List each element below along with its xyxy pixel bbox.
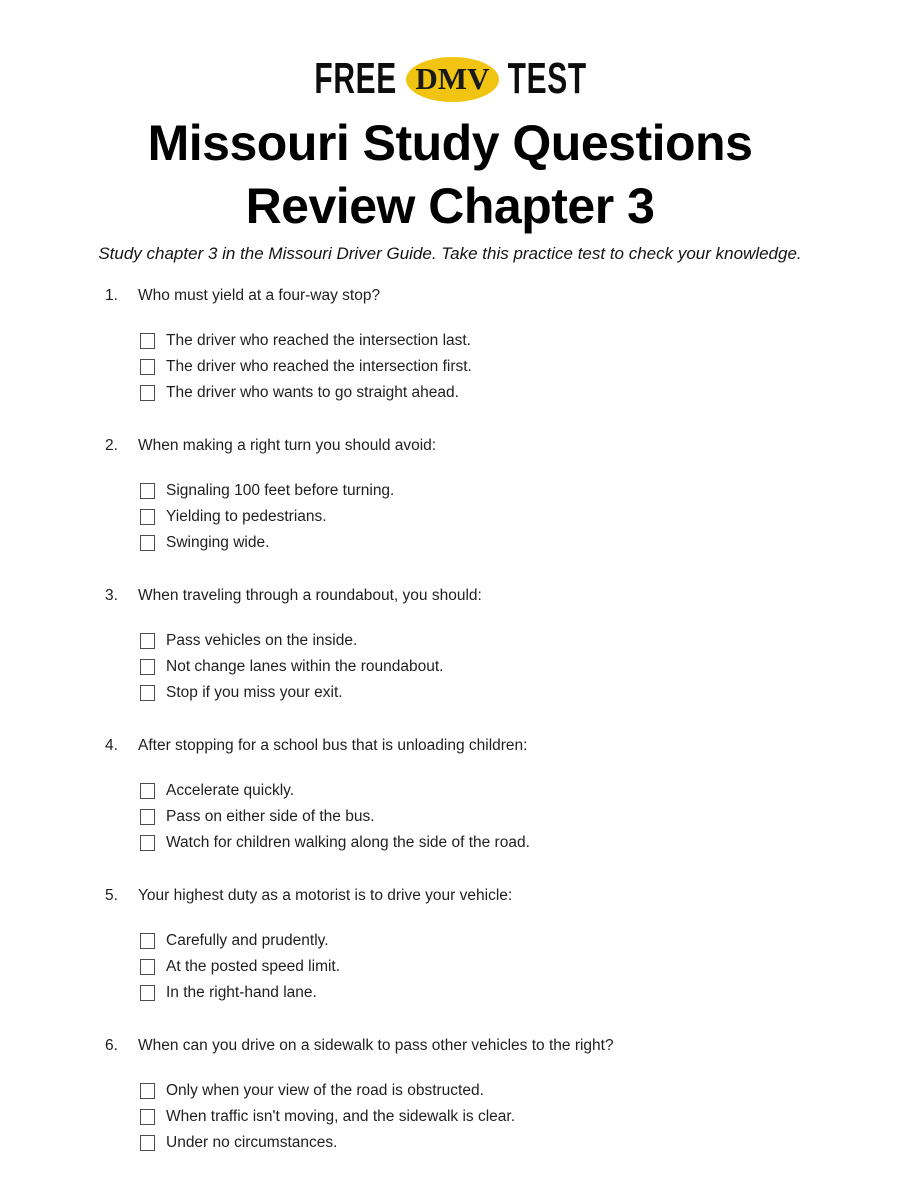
answer-label: Only when your view of the road is obstructed. xyxy=(166,1082,484,1099)
answer-label: Accelerate quickly. xyxy=(166,782,295,799)
answer-option[interactable] xyxy=(140,504,840,530)
answer-option[interactable] xyxy=(140,1078,840,1104)
answer-option[interactable] xyxy=(140,830,840,856)
answer-checkbox[interactable] xyxy=(140,535,155,551)
question-number: 3. xyxy=(105,587,118,604)
questions-list xyxy=(0,285,900,1156)
answer-checkbox[interactable] xyxy=(140,385,155,401)
question-row xyxy=(105,735,840,756)
answer-option[interactable] xyxy=(140,928,840,954)
answer-checkbox[interactable] xyxy=(140,685,155,701)
answer-option[interactable] xyxy=(140,778,840,804)
question-number: 4. xyxy=(105,737,118,754)
answer-checkbox[interactable] xyxy=(140,783,155,799)
options-group xyxy=(140,928,840,1006)
answer-label: Watch for children walking along the side of the road. xyxy=(166,834,530,851)
subtitle: Study chapter 3 in the Missouri Driver Guide. Take this practice test to check your knowledge. xyxy=(98,244,802,263)
answer-checkbox[interactable] xyxy=(140,835,155,851)
question-text: When making a right turn you should avoid: xyxy=(138,437,437,454)
answer-label: Pass on either side of the bus. xyxy=(166,808,375,825)
answer-label: At the posted speed limit. xyxy=(166,958,341,975)
free-dmv-test-logo xyxy=(0,50,900,108)
question-row xyxy=(105,585,840,606)
answer-checkbox[interactable] xyxy=(140,483,155,499)
question-block xyxy=(105,885,840,1006)
answer-option[interactable] xyxy=(140,478,840,504)
question-row xyxy=(105,435,840,456)
answer-label: The driver who reached the intersection last. xyxy=(166,332,471,349)
logo-word-dmv: DMV xyxy=(415,60,490,96)
question-text: Your highest duty as a motorist is to drive your vehicle: xyxy=(138,887,513,904)
question-number: 5. xyxy=(105,887,118,904)
answer-label: Not change lanes within the roundabout. xyxy=(166,658,444,675)
answer-label: Yielding to pedestrians. xyxy=(166,508,327,525)
answer-label: Under no circumstances. xyxy=(166,1134,338,1151)
options-group xyxy=(140,778,840,856)
question-row xyxy=(105,885,840,906)
answer-checkbox[interactable] xyxy=(140,1135,155,1151)
answer-label: Swinging wide. xyxy=(166,534,270,551)
logo-yellow-oval xyxy=(406,57,499,102)
question-text: When traveling through a roundabout, you should: xyxy=(138,587,482,604)
page-title-line-1: Missouri Study Questions xyxy=(147,115,753,171)
answer-checkbox[interactable] xyxy=(140,509,155,525)
question-number: 1. xyxy=(105,287,118,304)
answer-checkbox[interactable] xyxy=(140,985,155,1001)
answer-option[interactable] xyxy=(140,530,840,556)
question-row xyxy=(105,285,840,306)
question-block xyxy=(105,435,840,556)
answer-option[interactable] xyxy=(140,628,840,654)
answer-label: Signaling 100 feet before turning. xyxy=(166,482,395,499)
answer-label: The driver who reached the intersection first. xyxy=(166,358,472,375)
options-group xyxy=(140,628,840,706)
answer-checkbox[interactable] xyxy=(140,1109,155,1125)
question-row xyxy=(105,1035,840,1056)
question-block xyxy=(105,735,840,856)
answer-label: Stop if you miss your exit. xyxy=(166,684,343,701)
answer-checkbox[interactable] xyxy=(140,1083,155,1099)
options-group xyxy=(140,328,840,406)
question-block xyxy=(105,1035,840,1156)
answer-checkbox[interactable] xyxy=(140,359,155,375)
question-number: 2. xyxy=(105,437,118,454)
logo-word-test: TEST xyxy=(507,54,587,103)
document-header xyxy=(0,50,900,264)
answer-label: When traffic isn't moving, and the sidewalk is clear. xyxy=(166,1108,515,1125)
answer-checkbox[interactable] xyxy=(140,933,155,949)
options-group xyxy=(140,478,840,556)
answer-option[interactable] xyxy=(140,804,840,830)
page-title-line-2: Review Chapter 3 xyxy=(245,178,655,234)
answer-checkbox[interactable] xyxy=(140,633,155,649)
answer-option[interactable] xyxy=(140,1104,840,1130)
answer-option[interactable] xyxy=(140,980,840,1006)
page-title xyxy=(0,112,900,238)
question-text: When can you drive on a sidewalk to pass other vehicles to the right? xyxy=(138,1037,614,1054)
answer-option[interactable] xyxy=(140,380,840,406)
answer-checkbox[interactable] xyxy=(140,809,155,825)
answer-option[interactable] xyxy=(140,954,840,980)
answer-checkbox[interactable] xyxy=(140,959,155,975)
answer-option[interactable] xyxy=(140,654,840,680)
answer-option[interactable] xyxy=(140,680,840,706)
answer-checkbox[interactable] xyxy=(140,659,155,675)
question-block xyxy=(105,585,840,706)
answer-option[interactable] xyxy=(140,1130,840,1156)
question-number: 6. xyxy=(105,1037,118,1054)
answer-option[interactable] xyxy=(140,354,840,380)
logo-word-free: FREE xyxy=(314,54,397,103)
answer-label: Carefully and prudently. xyxy=(166,932,329,949)
answer-option[interactable] xyxy=(140,328,840,354)
question-text: After stopping for a school bus that is unloading children: xyxy=(138,737,528,754)
question-block xyxy=(105,285,840,406)
answer-label: In the right-hand lane. xyxy=(166,984,317,1001)
answer-checkbox[interactable] xyxy=(140,333,155,349)
options-group xyxy=(140,1078,840,1156)
answer-label: Pass vehicles on the inside. xyxy=(166,632,358,649)
answer-label: The driver who wants to go straight ahead. xyxy=(166,384,459,401)
question-text: Who must yield at a four-way stop? xyxy=(138,287,381,304)
